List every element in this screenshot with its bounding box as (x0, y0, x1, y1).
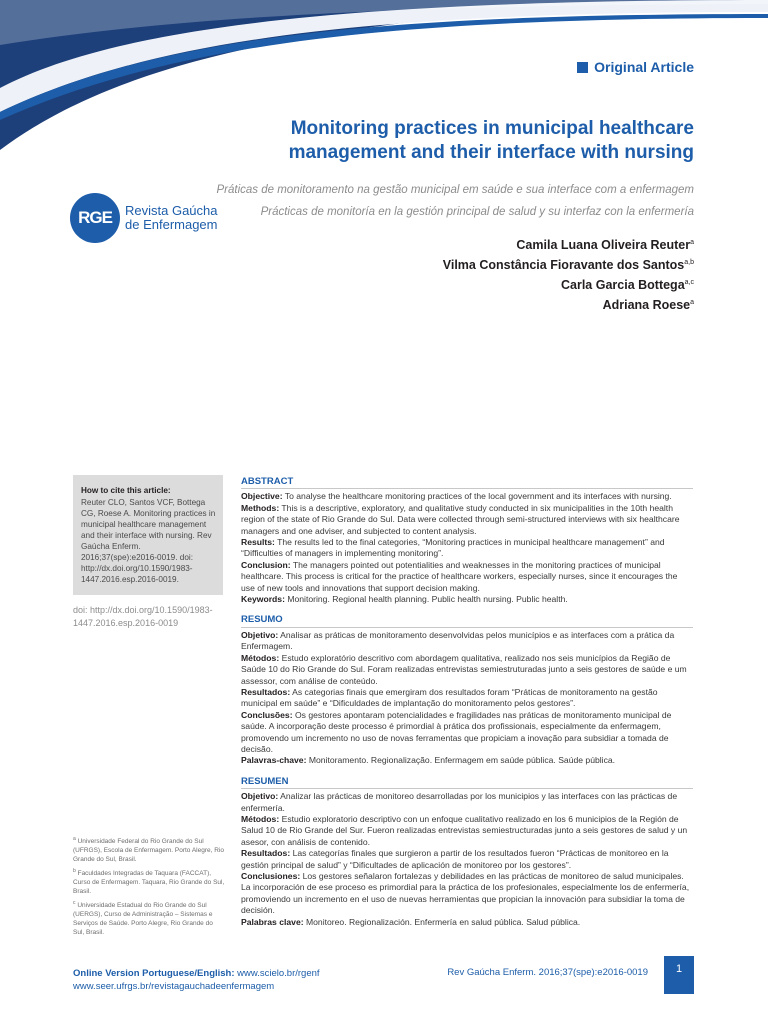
resumo-section (241, 614, 693, 766)
author-item: Vilma Constância Fioravante dos Santos$^{a,b}$ (442, 258, 694, 273)
author-item: Adriana Roese$^a$ (602, 298, 694, 313)
abstract-paragraph: Methods: This is a descriptive, exploratory, and qualitative study conducted in six municipalities in the 10th health region of the state of Rio Grande do Sul. Data were collected through semi-structured interviews with six healthcare managers and one adviser, and subjected to content analysis. (241, 502, 680, 536)
author-item: Carla Garcia Bottega$^{a,c}$ (560, 278, 694, 293)
affiliation-item: $^a$ Universidade Federal do Rio Grande do Sul (UFRGS), Escola de Enfermagem. Porto Alegre, Rio Grande do Sul, Brasil. (73, 836, 225, 864)
abstracts-column (241, 476, 693, 937)
title-portuguese: Práticas de monitoramento na gestão municipal em saúde e sua interface com a enfermagem (216, 184, 694, 196)
abstract-heading: ABSTRACT (241, 476, 693, 489)
resumen-paragraph: Objetivo: Analizar las prácticas de monitoreo desarrolladas por los municipios y las interfaces con las prácticas de enfermería. (241, 791, 678, 813)
resumo-keywords: Palavras-chave: Monitoramento. Regionalização. Enfermagem em saúde pública. Saúde pública. (241, 755, 616, 766)
author-item: Camila Luana Oliveira Reuter$^a$ (516, 238, 694, 253)
tag-square-icon (577, 62, 588, 73)
resumo-paragraph: Conclusões: Os gestores apontaram potencialidades e fragilidades nas práticas de monitoramento municipal de saúde. A incorporação deste processo é primordial à prática dos profissionais, especialmente da enfermagem, promovendo um incremento no uso de novas ferramentas que propiciam a inovação para subsidiar a tomada de decisão. (241, 709, 672, 754)
resumen-section (241, 776, 693, 928)
abstract-paragraph: Conclusion: The managers pointed out potentialities and weaknesses in the monitoring practices of municipal healthcare. This process is critical for the practice of healthcare workers, especially nurses, since it encourages the use of new tools and innovations that support decision making. (241, 559, 678, 593)
author-list (443, 234, 694, 315)
citation-box (73, 475, 223, 595)
abstract-keywords: Keywords: Monitoring. Regional health planning. Public health nursing. Public health. (241, 594, 568, 605)
resumo-paragraph: Resultados: As categorias finais que emergiram dos resultados foram “Práticas de monitoramento na gestão municipal em saúde” e “Dificuldades de implantação do monitoramento pelos gestores”. (241, 686, 658, 709)
resumo-heading: RESUMO (241, 614, 693, 627)
resumen-paragraph: Métodos: Estudio exploratorio descriptivo con un enfoque cualitativo realizado en los 6 municipios de la Región de Salud 10 de Rio Grande del Sur. Fueron realizadas entrevistas semiestructuradas junto a seis gestores de salud y un asesor, con análisis de contenido. (241, 813, 688, 847)
title-line-2: management and their interface with nursing (288, 142, 694, 163)
abstract-section (241, 476, 693, 605)
abstract-paragraph: Results: The results led to the final categories, “Monitoring practices in municipal healthcare management” and “Difficulties of managers in implementing monitoring”. (241, 537, 665, 559)
journal-name-line-1: Revista Gaúcha (125, 203, 218, 218)
footer-line-1 (73, 967, 320, 980)
online-version-label: Online Version Portuguese/English: (73, 968, 235, 979)
doi-link[interactable]: doi: http://dx.doi.org/10.1590/1983-1447.2016.esp.2016-0019 (73, 605, 213, 628)
title-spanish: Prácticas de monitoría en la gestión principal de salud y su interfaz con la enfermería (260, 206, 694, 218)
article-title (200, 117, 694, 165)
journal-name (125, 204, 218, 232)
page-number: 1 (664, 956, 694, 994)
resumo-paragraph: Métodos: Estudo exploratório descritivo com abordagem qualitativa, realizado nos seis municípios da Região de Saúde 10 do Rio Grande do Sul. Foram realizadas entrevistas semiestruturadas junto a seis gestores de saúde e um assessor, com análise de conteúdo. (241, 652, 687, 686)
title-line-1: Monitoring practices in municipal healthcare (290, 118, 694, 139)
footer-online-version (73, 967, 320, 993)
scielo-link[interactable]: www.scielo.br/rgenf (234, 968, 320, 979)
affiliation-item: $^b$ Faculdades Integradas de Taquara (FACCAT), Curso de Enfermagem. Taquara, Rio Grande do Sul, Brasil. (73, 868, 225, 896)
resumen-paragraph: Resultados: Las categorías finales que surgieron a partir de los resultados fueron “Prácticas de monitoreo en la gestión principal de salud” y “Dificultades de aplicación de monitoreo por los gestores”. (241, 848, 669, 870)
abstract-paragraph: Objective: To analyse the healthcare monitoring practices of the local government and its interfaces with nursing. (241, 491, 672, 502)
footer-journal-reference: Rev Gaúcha Enferm. 2016;37(spe):e2016-0019 (447, 967, 648, 978)
resumen-keywords: Palabras clave: Monitoreo. Regionalización. Enfermería en salud pública. Salud pública. (241, 916, 581, 927)
journal-logo (70, 193, 218, 243)
journal-name-line-2: de Enfermagem (125, 217, 218, 232)
affiliations (73, 835, 225, 940)
article-type-label: Original Article (594, 59, 694, 75)
rge-logo-icon: RGE (70, 193, 120, 243)
citation-title: How to cite this article: (81, 486, 171, 495)
affiliation-item: $^c$ Universidade Estadual do Rio Grande do Sul (UERGS), Curso de Administração – Sistemas e Serviços de Saúde. Porto Alegre, Rio Grande do Sul, Brasil. (73, 900, 213, 937)
article-type-tag (577, 59, 694, 75)
resumo-paragraph: Objetivo: Analisar as práticas de monitoramento desenvolvidas pelos municípios e as interfaces com a prática da Enfermagem. (241, 629, 675, 652)
seer-link[interactable]: www.seer.ufrgs.br/revistagauchadeenfermagem (73, 981, 275, 992)
resumen-paragraph: Conclusiones: Los gestores señalaron fortalezas y debilidades en las prácticas de monitoreo de salud municipales. La incorporación de ese proceso es primordial para la práctica de los profesionales, especialmente los de enfermería, promoviendo un incremento en el uso de nuevas herramientas que propician la innovación para subsidiar la toma de decisión. (241, 871, 690, 916)
citation-text: Reuter CLO, Santos VCF, Bottega CG, Roese A. Monitoring practices in municipal healthcare management and their interface with nursing. Rev Gaúcha Enferm. 2016;37(spe):e2016-0019. doi: http://dx.doi.org/10.1590/1983-1447.2016.esp.2016-0019. (81, 498, 216, 584)
resumen-heading: RESUMEN (241, 776, 693, 789)
